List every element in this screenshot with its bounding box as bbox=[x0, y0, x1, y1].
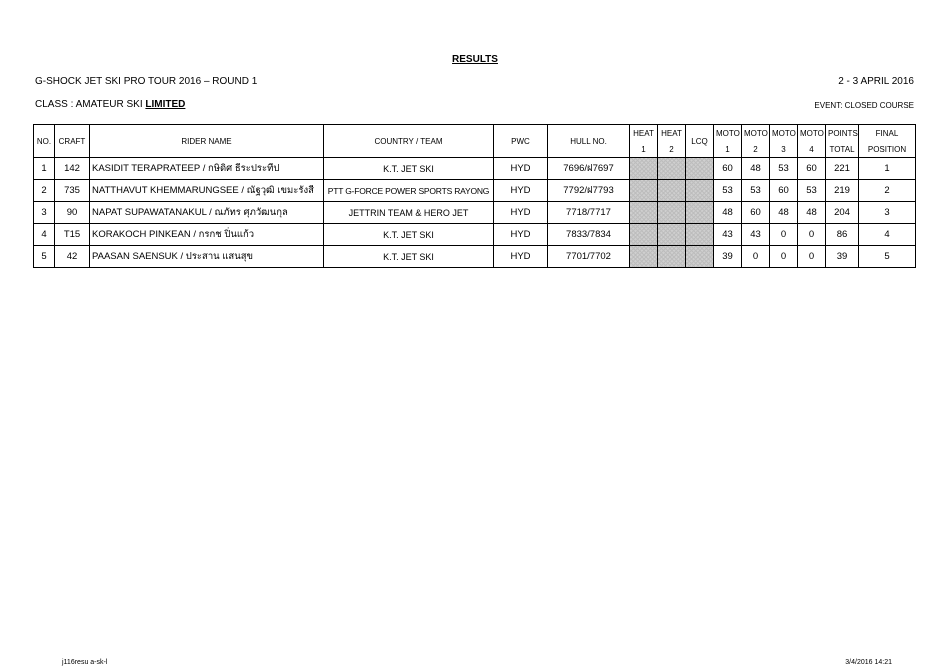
cell-position: 4 bbox=[859, 224, 916, 246]
results-table bbox=[33, 124, 916, 268]
col-hull: HULL NO. bbox=[548, 125, 630, 158]
cell-hull: 7701/7702 bbox=[548, 246, 630, 268]
cell-craft: 142 bbox=[55, 158, 90, 180]
col-moto2: MOTO bbox=[742, 125, 770, 142]
cell-hull: 7833/7834 bbox=[548, 224, 630, 246]
table-row bbox=[34, 158, 916, 180]
col-moto4-num: 4 bbox=[798, 141, 826, 158]
cell-lcq bbox=[686, 180, 714, 202]
class-value: LIMITED bbox=[145, 99, 186, 110]
cell-heat2 bbox=[658, 224, 686, 246]
cell-moto3: 60 bbox=[770, 180, 798, 202]
col-moto2-num: 2 bbox=[742, 141, 770, 158]
cell-position: 5 bbox=[859, 246, 916, 268]
cell-moto4: 0 bbox=[798, 246, 826, 268]
cell-lcq bbox=[686, 246, 714, 268]
cell-total: 86 bbox=[826, 224, 859, 246]
cell-moto2: 53 bbox=[742, 180, 770, 202]
event-name: G-SHOCK JET SKI PRO TOUR 2016 – ROUND 1 bbox=[35, 76, 258, 87]
table-row bbox=[34, 224, 916, 246]
cell-rider: KASIDIT TERAPRATEEP / กษิดิศ ธีระประทีป bbox=[90, 158, 324, 180]
cell-no: 2 bbox=[34, 180, 55, 202]
cell-no: 1 bbox=[34, 158, 55, 180]
cell-lcq bbox=[686, 224, 714, 246]
cell-no: 3 bbox=[34, 202, 55, 224]
cell-moto4: 0 bbox=[798, 224, 826, 246]
cell-moto1: 48 bbox=[714, 202, 742, 224]
event-date: 2 - 3 APRIL 2016 bbox=[838, 76, 914, 87]
col-heat1-num: 1 bbox=[630, 141, 658, 158]
col-lcq: LCQ bbox=[686, 125, 714, 158]
cell-moto4: 48 bbox=[798, 202, 826, 224]
page-title: RESULTS bbox=[452, 54, 498, 65]
cell-rider: NATTHAVUT KHEMMARUNGSEE / ณัฐวุฒิ เขมะรังสี bbox=[90, 180, 324, 202]
cell-position: 2 bbox=[859, 180, 916, 202]
cell-pwc: HYD bbox=[494, 158, 548, 180]
cell-no: 5 bbox=[34, 246, 55, 268]
cell-lcq bbox=[686, 202, 714, 224]
cell-moto3: 0 bbox=[770, 224, 798, 246]
cell-team: K.T. JET SKI bbox=[324, 224, 494, 246]
col-moto3-num: 3 bbox=[770, 141, 798, 158]
cell-moto1: 60 bbox=[714, 158, 742, 180]
cell-pwc: HYD bbox=[494, 246, 548, 268]
cell-moto3: 53 bbox=[770, 158, 798, 180]
cell-total: 221 bbox=[826, 158, 859, 180]
cell-rider: NAPAT SUPAWATANAKUL / ณภัทร ศุภวัฒนกุล bbox=[90, 202, 324, 224]
col-moto1: MOTO bbox=[714, 125, 742, 142]
cell-team: PTT G-FORCE POWER SPORTS RAYONG bbox=[324, 180, 494, 202]
footer-timestamp: 3/4/2016 14:21 bbox=[845, 659, 892, 666]
cell-heat1 bbox=[630, 246, 658, 268]
col-heat2: HEAT bbox=[658, 125, 686, 142]
col-team: COUNTRY / TEAM bbox=[324, 125, 494, 158]
cell-moto3: 0 bbox=[770, 246, 798, 268]
event-type: EVENT: CLOSED COURSE bbox=[814, 101, 914, 110]
cell-craft: 735 bbox=[55, 180, 90, 202]
table-row bbox=[34, 246, 916, 268]
cell-position: 1 bbox=[859, 158, 916, 180]
cell-moto2: 43 bbox=[742, 224, 770, 246]
cell-moto1: 39 bbox=[714, 246, 742, 268]
cell-heat2 bbox=[658, 180, 686, 202]
col-final-position: POSITION bbox=[859, 141, 916, 158]
cell-moto3: 48 bbox=[770, 202, 798, 224]
col-moto1-num: 1 bbox=[714, 141, 742, 158]
cell-moto2: 48 bbox=[742, 158, 770, 180]
cell-moto1: 53 bbox=[714, 180, 742, 202]
col-final: FINAL bbox=[859, 125, 916, 142]
col-heat1: HEAT bbox=[630, 125, 658, 142]
cell-hull: 7718/7717 bbox=[548, 202, 630, 224]
cell-heat2 bbox=[658, 158, 686, 180]
class-line bbox=[35, 99, 185, 110]
cell-moto4: 60 bbox=[798, 158, 826, 180]
cell-craft: 42 bbox=[55, 246, 90, 268]
col-moto4: MOTO bbox=[798, 125, 826, 142]
table-row bbox=[34, 180, 916, 202]
cell-heat1 bbox=[630, 158, 658, 180]
cell-heat2 bbox=[658, 202, 686, 224]
cell-rider: KORAKOCH PINKEAN / กรกช ปิ่นแก้ว bbox=[90, 224, 324, 246]
cell-team: JETTRIN TEAM & HERO JET bbox=[324, 202, 494, 224]
table-row bbox=[34, 202, 916, 224]
col-moto3: MOTO bbox=[770, 125, 798, 142]
col-heat2-num: 2 bbox=[658, 141, 686, 158]
cell-total: 219 bbox=[826, 180, 859, 202]
cell-heat1 bbox=[630, 180, 658, 202]
col-points-total: TOTAL bbox=[826, 141, 859, 158]
cell-craft: T15 bbox=[55, 224, 90, 246]
cell-heat1 bbox=[630, 224, 658, 246]
cell-team: K.T. JET SKI bbox=[324, 158, 494, 180]
cell-hull: 7696/ฝ7697 bbox=[548, 158, 630, 180]
cell-moto2: 0 bbox=[742, 246, 770, 268]
col-points: POINTS bbox=[826, 125, 859, 142]
cell-moto4: 53 bbox=[798, 180, 826, 202]
cell-rider: PAASAN SAENSUK / ประสาน แสนสุข bbox=[90, 246, 324, 268]
cell-pwc: HYD bbox=[494, 180, 548, 202]
cell-no: 4 bbox=[34, 224, 55, 246]
cell-pwc: HYD bbox=[494, 224, 548, 246]
cell-team: K.T. JET SKI bbox=[324, 246, 494, 268]
col-pwc: PWC bbox=[494, 125, 548, 158]
cell-heat2 bbox=[658, 246, 686, 268]
footer-file-ref: j116resu a-sk-l bbox=[62, 659, 108, 666]
col-rider: RIDER NAME bbox=[90, 125, 324, 158]
cell-hull: 7792/ฝ7793 bbox=[548, 180, 630, 202]
cell-heat1 bbox=[630, 202, 658, 224]
cell-total: 39 bbox=[826, 246, 859, 268]
class-label: CLASS : AMATEUR SKI bbox=[35, 99, 143, 110]
cell-craft: 90 bbox=[55, 202, 90, 224]
col-no: NO. bbox=[34, 125, 55, 158]
cell-moto2: 60 bbox=[742, 202, 770, 224]
cell-position: 3 bbox=[859, 202, 916, 224]
col-craft: CRAFT bbox=[55, 125, 90, 158]
cell-moto1: 43 bbox=[714, 224, 742, 246]
cell-total: 204 bbox=[826, 202, 859, 224]
cell-pwc: HYD bbox=[494, 202, 548, 224]
cell-lcq bbox=[686, 158, 714, 180]
